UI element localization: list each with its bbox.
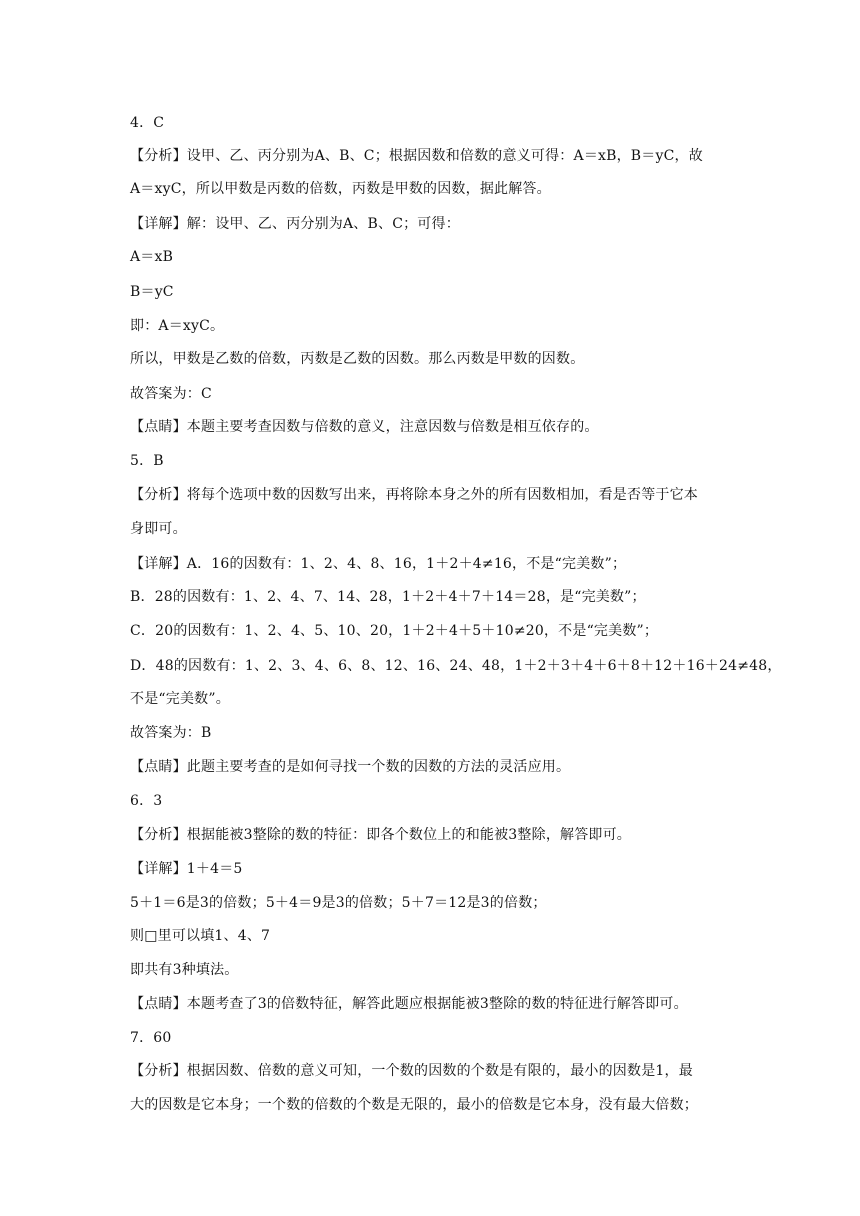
- q4-detail-line-1: 【详解】解：设甲、乙、丙分别为A、B、C；可得：: [130, 216, 460, 232]
- q6-detail-line-3: 则□里可以填1、4、7: [130, 928, 271, 944]
- q4-detail-line-2: A＝xB: [130, 249, 174, 265]
- q5-final-answer: 故答案为：B: [130, 725, 212, 741]
- question-6-answer: 6．3: [130, 793, 163, 809]
- q5-analysis-line-2: 身即可。: [130, 521, 187, 537]
- q4-final-answer: 故答案为：C: [130, 386, 212, 402]
- q7-analysis-line-2: 大的因数是它本身；一个数的倍数的个数是无限的，最小的倍数是它本身，没有最大倍数；: [130, 1097, 698, 1113]
- q5-detail-line-3: C．20的因数有：1、2、4、5、10、20，1＋2＋4＋5＋10≠20，不是“完美数”；: [130, 623, 659, 639]
- q4-analysis-line-2: A＝xyC，所以甲数是丙数的倍数，丙数是甲数的因数，据此解答。: [130, 181, 551, 197]
- q4-detail-line-5: 所以，甲数是乙数的倍数，丙数是乙数的因数。那么丙数是甲数的因数。: [130, 351, 585, 367]
- q4-detail-line-4: 即：A＝xyC。: [130, 318, 225, 334]
- q5-analysis-line-1: 【分析】将每个选项中数的因数写出来，再将除本身之外的所有因数相加，看是否等于它本: [130, 487, 698, 503]
- q5-detail-line-4: D．48的因数有：1、2、3、4、6、8、12、16、24、48，1＋2＋3＋4＋6＋8＋12＋16＋24≠48，: [130, 658, 782, 674]
- q6-analysis: 【分析】根据能被3整除的数的特征：即各个数位上的和能被3整除，解答即可。: [130, 827, 632, 843]
- q4-detail-line-3: B＝yC: [130, 284, 174, 300]
- question-7-answer: 7．60: [130, 1030, 172, 1046]
- q5-detail-line-1: 【详解】A．16的因数有：1、2、4、8、16，1＋2＋4≠16，不是“完美数”；: [130, 556, 627, 572]
- question-4-answer: 4．C: [130, 115, 165, 131]
- q6-detail-line-4: 即共有3种填法。: [130, 962, 239, 978]
- question-5-answer: 5．B: [130, 453, 164, 469]
- q5-comment: 【点睛】此题主要考查的是如何寻找一个数的因数的方法的灵活应用。: [130, 759, 571, 775]
- q5-detail-line-2: B．28的因数有：1、2、4、7、14、28，1＋2＋4＋7＋14＝28，是“完美数”；: [130, 589, 646, 605]
- q6-comment: 【点睛】本题考查了3的倍数特征，解答此题应根据能被3整除的数的特征进行解答即可。: [130, 996, 688, 1012]
- q4-comment: 【点睛】本题主要考查因数与倍数的意义，注意因数与倍数是相互依存的。: [130, 419, 599, 435]
- q4-analysis-line-1: 【分析】设甲、乙、丙分别为A、B、C；根据因数和倍数的意义可得：A＝xB，B＝yC，故: [130, 148, 703, 164]
- q6-detail-line-1: 【详解】1＋4＝5: [130, 861, 243, 877]
- q7-analysis-line-1: 【分析】根据因数、倍数的意义可知，一个数的因数的个数是有限的，最小的因数是1，最: [130, 1063, 693, 1079]
- q5-detail-line-5: 不是“完美数”。: [130, 691, 230, 707]
- q6-detail-line-2: 5＋1＝6是3的倍数；5＋4＝9是3的倍数；5＋7＝12是3的倍数；: [130, 895, 547, 911]
